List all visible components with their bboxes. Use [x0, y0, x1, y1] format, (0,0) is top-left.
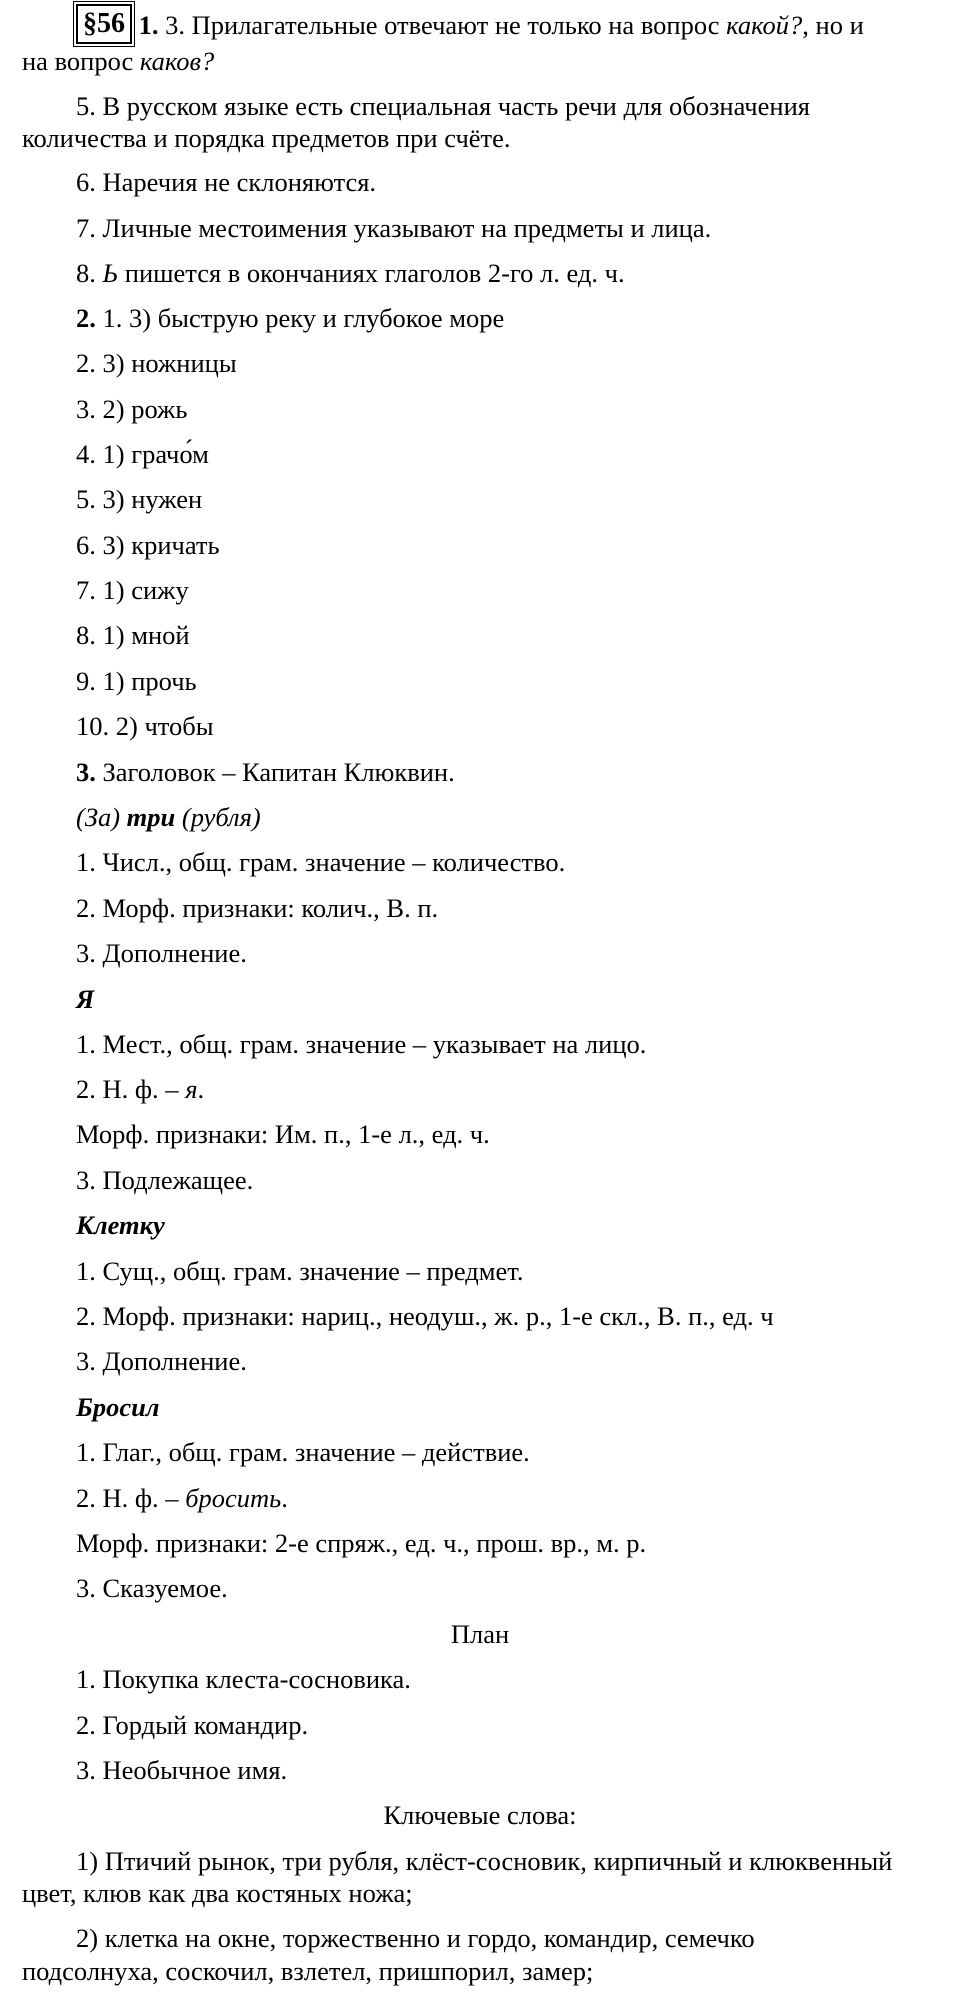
ex3-word-4-heading: Бросил	[76, 1392, 160, 1422]
ex3-w4-line-2	[76, 1481, 950, 1515]
ex3-w3-line-2: 2. Морф. признаки: нариц., неодуш., ж. р., 1-е скл., В. п., ед. ч	[76, 1301, 774, 1331]
ex3-w1-pre: (За)	[76, 802, 127, 832]
ex1-text: 3. Прилагательные отвечают не только на вопрос	[158, 10, 727, 40]
ex3-w4-line-1: 1. Глаг., общ. грам. значение – действие.	[76, 1437, 530, 1467]
ex3-title: Заголовок – Капитан Клюквин.	[95, 757, 455, 787]
ex3-w4-l2-form: бросить	[185, 1483, 282, 1513]
ex1-italic-question-2: каков?	[139, 46, 215, 76]
keywords-heading: Ключевые слова:	[383, 1800, 577, 1830]
ex2-item-4: 4. 1) грачо́м	[76, 439, 209, 469]
ex1-line-2	[22, 44, 950, 78]
ex2-item-9: 9. 1) прочь	[76, 666, 197, 696]
exercise-3-number: 3.	[76, 757, 96, 787]
ex3-w4-line-3: Морф. признаки: 2-е спряж., ед. ч., прош. вр., м. р.	[76, 1528, 647, 1558]
ex1-item-7: 7. Личные местоимения указывают на предметы и лица.	[76, 213, 712, 243]
plan-heading: План	[450, 1619, 510, 1649]
ex2-item-10: 10. 2) чтобы	[76, 711, 214, 741]
section-badge: §56	[76, 4, 132, 44]
ex3-w2-line-2	[76, 1072, 950, 1106]
exercise-2-number: 2.	[76, 303, 96, 333]
ex3-w1-line-3: 3. Дополнение.	[76, 938, 247, 968]
ex3-word-1-heading	[76, 800, 950, 834]
ex3-w4-line-4: 3. Сказуемое.	[76, 1573, 228, 1603]
keywords-2-line-2: подсолнуха, соскочил, взлетел, пришпорил, замер;	[22, 1956, 594, 1986]
ex3-w4-l2-end: .	[281, 1483, 288, 1513]
ex3-w2-l2-pre: 2. Н. ф. –	[76, 1074, 186, 1104]
ex2-item-1	[76, 301, 950, 335]
ex3-w2-l2-end: .	[197, 1074, 205, 1104]
ex3-w1-line-2: 2. Морф. признаки: колич., В. п.	[76, 893, 439, 923]
ex3-w4-l2-pre: 2. Н. ф. –	[76, 1483, 186, 1513]
ex3-w2-line-3: Морф. признаки: Им. п., 1-е л., ед. ч.	[76, 1119, 490, 1149]
plan-item-3: 3. Необычное имя.	[76, 1755, 288, 1785]
ex1-item-5-line-1: 5. В русском языке есть специальная часть речи для обозначения	[76, 91, 810, 121]
exercise-1-number: 1.	[138, 10, 159, 40]
ex1-item-5-line-2: количества и порядка предметов при счёте.	[22, 123, 511, 153]
ex1-text-2: на вопрос	[22, 46, 140, 76]
ex3-w2-line-4: 3. Подлежащее.	[76, 1165, 254, 1195]
ex2-item-2: 2. 3) ножницы	[76, 348, 237, 378]
ex1-item-8-num: 8.	[76, 258, 103, 288]
ex3-title-line	[76, 755, 950, 789]
plan-item-2: 2. Гордый командир.	[76, 1710, 309, 1740]
ex1-item-8	[76, 256, 950, 290]
ex1-line-1	[22, 6, 950, 46]
keywords-2-line-1: 2) клетка на окне, торжественно и гордо, командир, семечко	[76, 1923, 755, 1953]
ex1-item-6: 6. Наречия не склоняются.	[76, 167, 377, 197]
ex3-w3-line-3: 3. Дополнение.	[76, 1346, 247, 1376]
ex3-w1-line-1: 1. Числ., общ. грам. значение – количество.	[76, 847, 566, 877]
ex2-item-3: 3. 2) рожь	[76, 394, 188, 424]
plan-item-1: 1. Покупка клеста-сосновика.	[76, 1664, 411, 1694]
ex1-italic-question: какой?	[726, 10, 803, 40]
ex2-item-7: 7. 1) сижу	[76, 575, 189, 605]
ex3-w1-word: три	[126, 802, 176, 832]
ex1-text-end: , но и	[802, 10, 864, 40]
keywords-1-line-2: цвет, клюв как два костяных ножа;	[22, 1878, 413, 1908]
ex2-item-5: 5. 3) нужен	[76, 484, 203, 514]
ex3-w1-post: (рубля)	[175, 802, 261, 832]
soft-sign-letter: Ь	[102, 258, 119, 288]
ex3-w3-line-1: 1. Сущ., общ. грам. значение – предмет.	[76, 1256, 524, 1286]
ex3-w2-l2-form: я	[185, 1074, 198, 1104]
ex3-word-2-heading: Я	[76, 984, 95, 1014]
ex2-item-text: 1. 3) быструю реку и глубокое море	[95, 303, 505, 333]
ex3-word-3-heading: Клетку	[76, 1210, 165, 1240]
ex2-item-8: 8. 1) мной	[76, 620, 190, 650]
ex1-item-8-text: пишется в окончаниях глаголов 2-го л. ед. ч.	[118, 258, 625, 288]
ex2-item-6: 6. 3) кричать	[76, 530, 220, 560]
keywords-1-line-1: 1) Птичий рынок, три рубля, клёст-сосновик, кирпичный и клюквенный	[76, 1846, 893, 1876]
ex3-w2-line-1: 1. Мест., общ. грам. значение – указывает на лицо.	[76, 1029, 647, 1059]
